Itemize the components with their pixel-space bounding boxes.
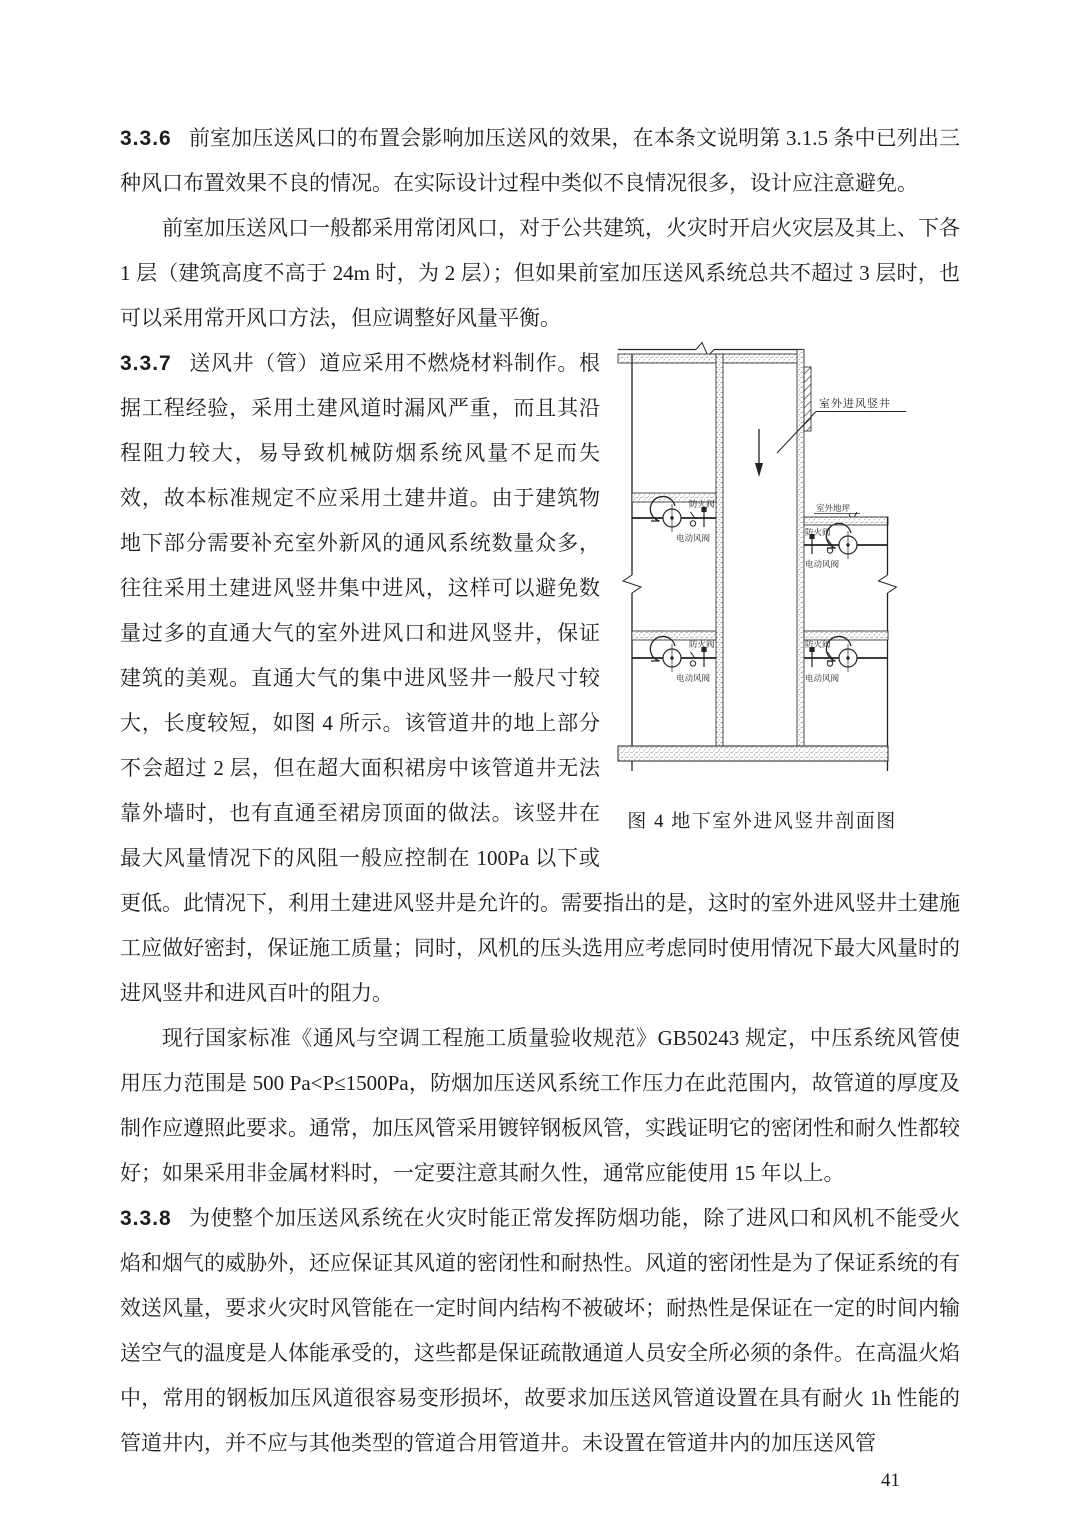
electric-damper-label: 电动风阀 (805, 673, 840, 683)
shaft-section-diagram (616, 341, 908, 789)
fire-damper-icon (809, 534, 814, 554)
shaft-label (777, 396, 906, 453)
fan-icon (826, 636, 857, 672)
figure-caption: 图 4 地下室外进风竖井剖面图 (627, 811, 897, 832)
paragraph-guojia-biaozhun: 现行国家标准《通风与空调工程施工质量验收规范》GB50243 规定，中压系统风管使用压力范围是 500 Pa<P≤1500Pa，防烟加压送风系统工作压力在此范围内，故管道的厚度及制作应遵照此要求。通常，加压风管采用镀锌钢板风管，实践证明它的密闭性和耐久性都较好；如果采用非金属材料时，一定要注意其耐久性，通常应能使用 15 年以上。 (120, 1026, 960, 1185)
section-text: 送风井（管）道应采用不燃烧材料制作。根据工程经验，采用土建风道时漏风严重，而且其沿程阻力较大，易导致机械防烟系统风量不足而失效，故本标准规定不应采用土建井道。由于建筑物地下部分需要补充室外新风的通风系统数量众多，往往采用土建进风竖井集中进风，这样可以避免数量过多的直通大气的室外进风口和进风竖井，保证建筑的美观。直通大气的集中进风竖井一般尺寸较大，长度较短，如图 4 所示。该管道井的地上部分不会超过 2 层，但在超大面积裙房中该管道井无法靠外墙时，也有直通至裙房顶面的做法。该竖井在最大风量情况下的风阻一般应控制在 100Pa 以下或更低。此情况下，利用土建进风竖井是允许的。需要指出的是，这时的室外进风竖井土建施工应做好密封，保证施工质量；同时，风机的压头选用应考虑同时使用情况下最大风量时的进风竖井和进风百叶的阻力。 (120, 351, 960, 1005)
section-text: 前室加压送风口的布置会影响加压送风的效果，在本条文说明第 3.1.5 条中已列出三种风口布置效果不良的情况。在实际设计过程中类似不良情况很多，设计应注意避免。 (120, 126, 960, 195)
fire-damper-icon (701, 647, 706, 667)
section-text: 为使整个加压送风系统在火灾时能正常发挥防烟功能，除了进风口和风机不能受火焰和烟气的威胁外，还应保证其风道的密闭性和耐热性。风道的密闭性是为了保证系统的有效送风量，要求火灾时风管能在一定时间内结构不被破坏；耐热性是保证在一定的时间内输送空气的温度是人体能承受的，这些都是保证疏散通道人员安全所必须的条件。在高温火焰中，常用的钢板加压风道很容易变形损坏，故要求加压送风管道设置在具有耐火 1h 性能的管道井内，并不应与其他类型的管道合用管道井。未设置在管道井内的加压送风管 (120, 1206, 960, 1455)
left-wall (623, 354, 641, 771)
section-number: 3.3.8 (120, 1207, 172, 1230)
shaft-label-text: 室外进风竖井 (819, 398, 891, 410)
section-3-3-7 (120, 341, 960, 1016)
electric-damper-label: 电动风阀 (805, 559, 840, 569)
fire-damper-label: 防火阀 (805, 639, 831, 649)
fire-damper-label: 防火阀 (689, 499, 715, 509)
shaft-right-wall (797, 350, 804, 747)
figure-4 (600, 341, 960, 844)
airflow-down-arrow-icon (755, 429, 763, 477)
section-3-3-6 (120, 116, 960, 206)
electric-damper-label: 电动风阀 (676, 673, 711, 683)
outdoor-ground-slab (804, 517, 888, 525)
hatched-wall-section (804, 367, 811, 431)
fan-icon (826, 523, 857, 559)
paragraph-changbi-fengkou: 前室加压送风口一般都采用常闭风口，对于公共建筑，火灾时开启火灾层及其上、下各 1 层（建筑高度不高于 24m 时，为 2 层）；但如果前室加压送风系统总共不超过 3 层时，也可以采用常开风口方法，但应调整好风量平衡。 (120, 216, 960, 330)
electric-damper-icon (690, 652, 695, 666)
fire-damper-label: 防火阀 (689, 639, 715, 649)
right-wall (879, 517, 897, 771)
bottom-floor-slab (618, 746, 888, 761)
section-3-3-8 (120, 1196, 960, 1466)
shaft-left-wall (716, 354, 723, 746)
ceiling-slab (618, 354, 804, 363)
fire-damper-icon (701, 507, 706, 527)
page-number: 41 (881, 1470, 900, 1491)
section-number: 3.3.7 (120, 352, 172, 375)
ground-label-text: 室外地坪 (816, 503, 851, 513)
section-number: 3.3.6 (120, 127, 172, 150)
fan-icon (650, 636, 681, 672)
fire-damper-label: 防火阀 (805, 527, 831, 537)
electric-damper-label: 电动风阀 (676, 533, 711, 543)
electric-damper-icon (690, 512, 695, 526)
fire-damper-icon (809, 647, 814, 667)
